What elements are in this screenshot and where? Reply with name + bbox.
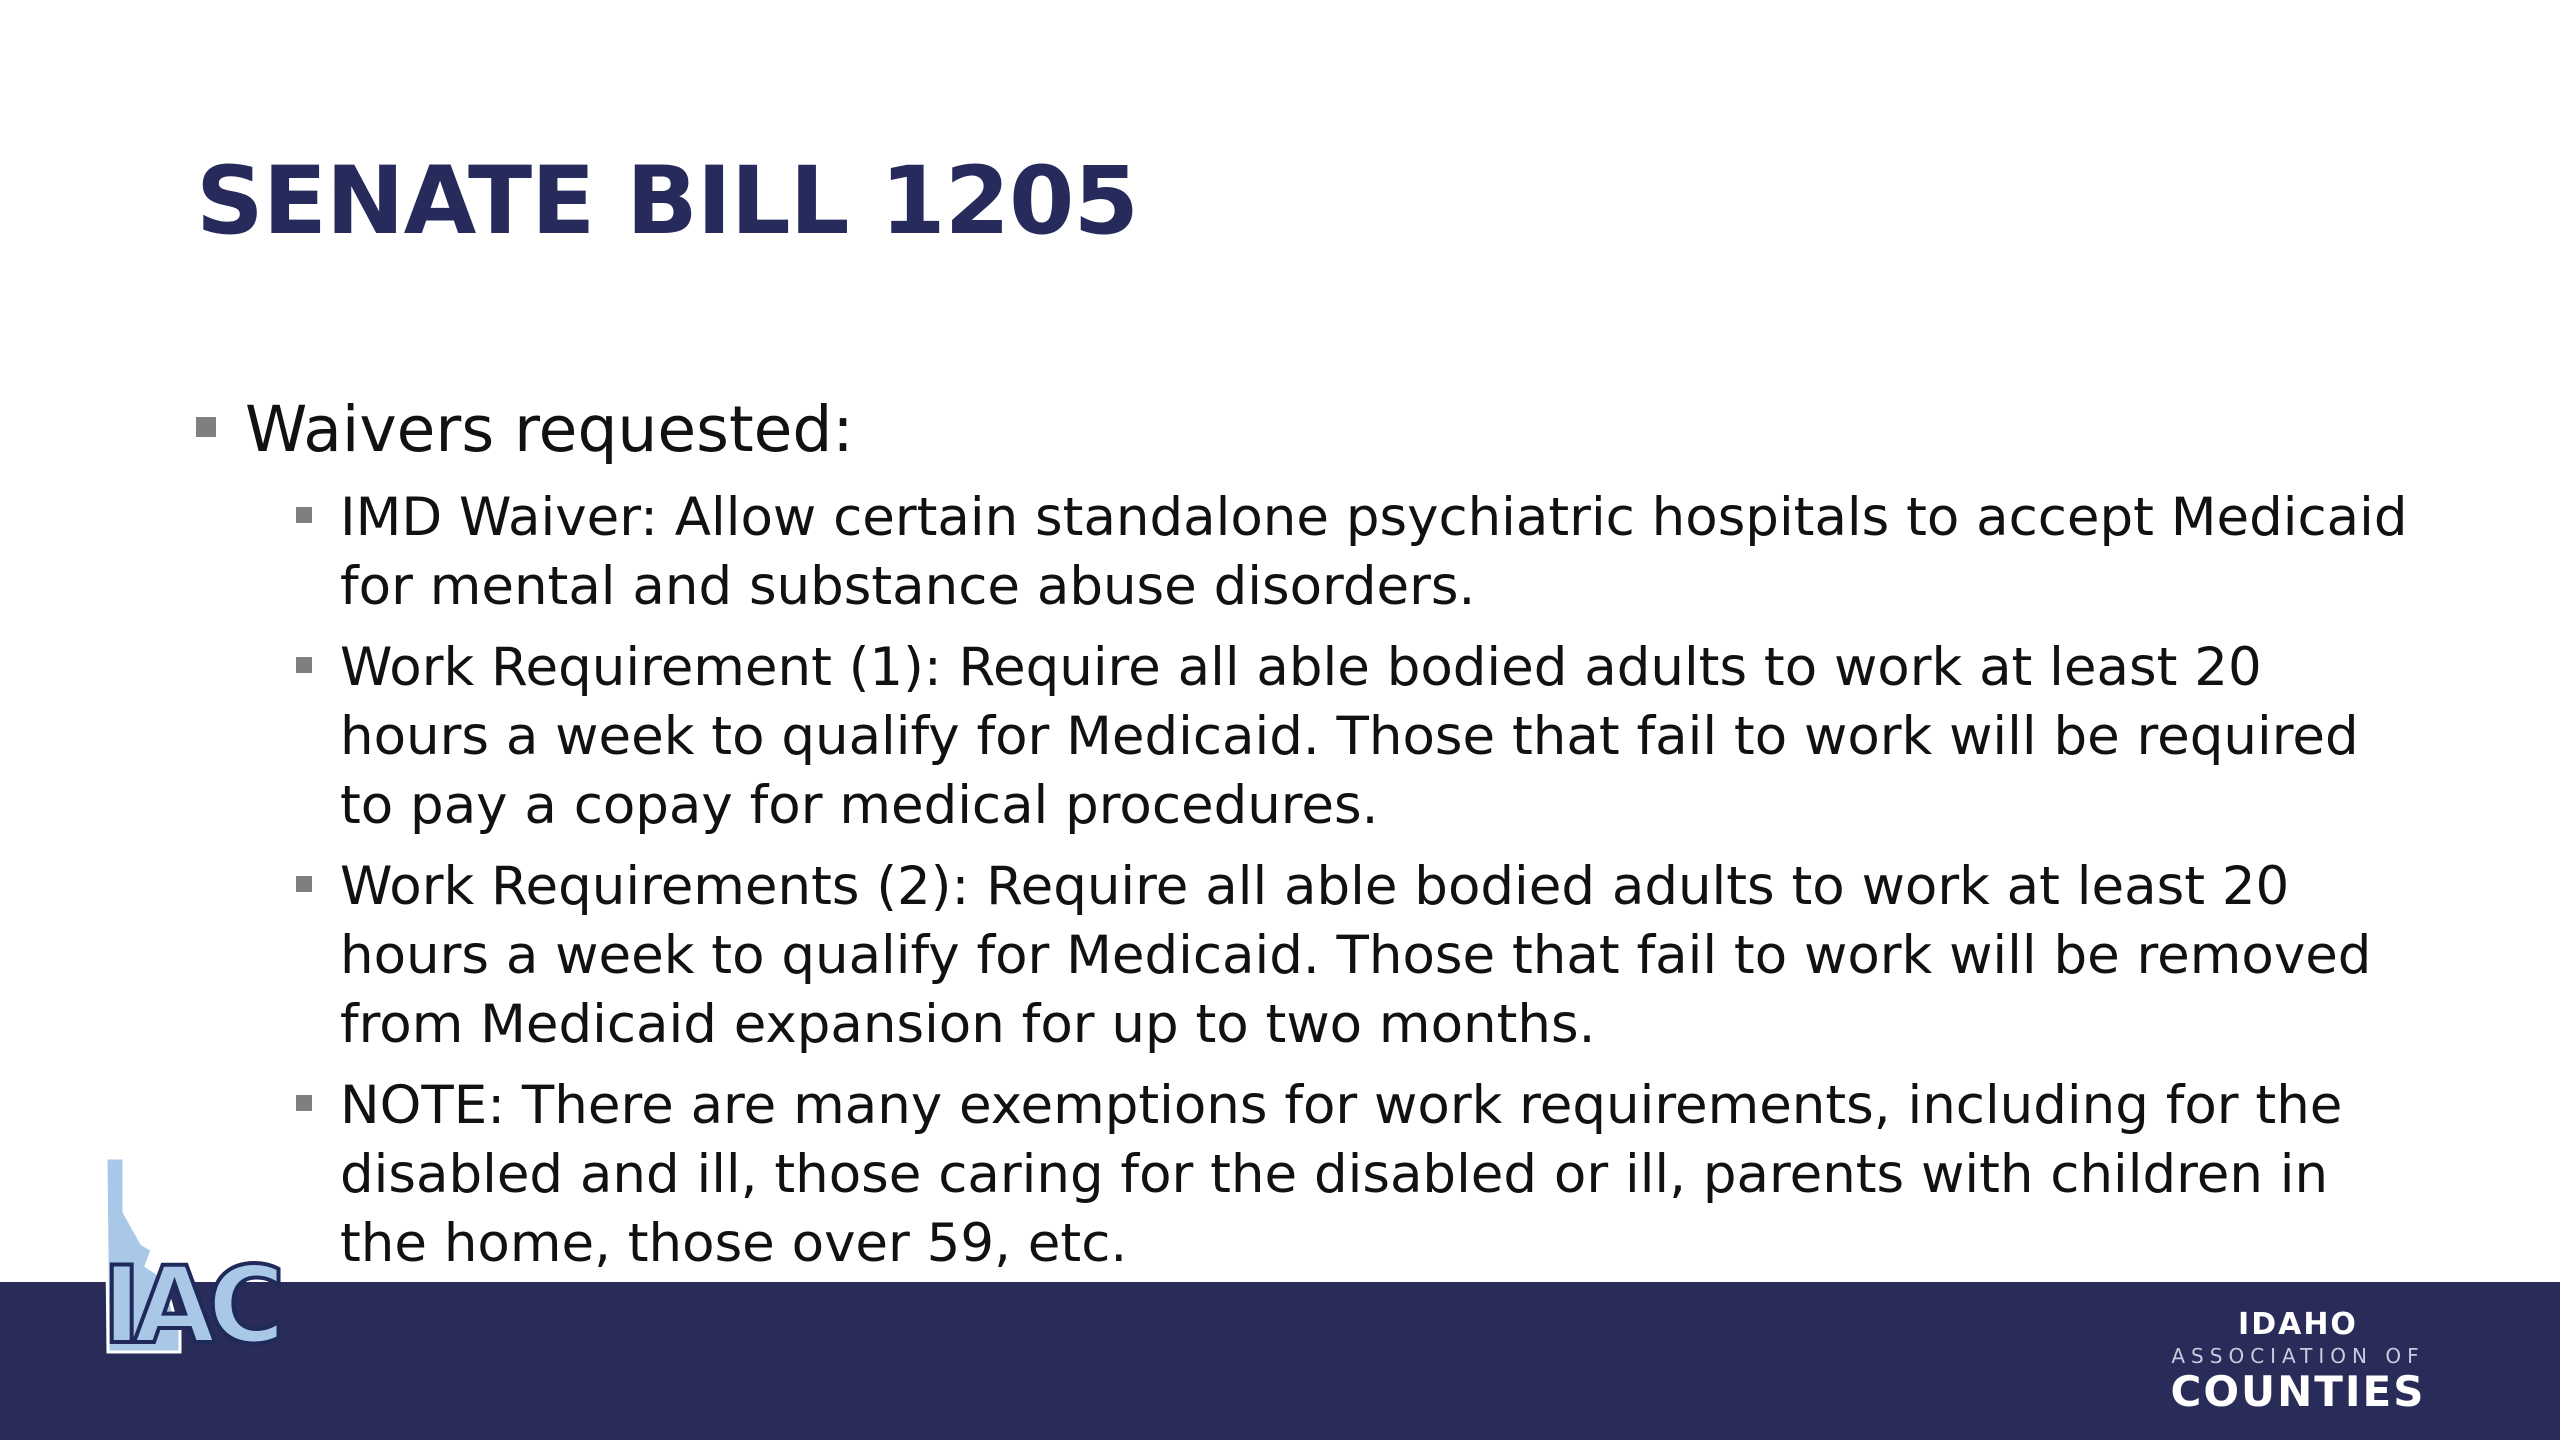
bullet-level1 — [196, 385, 2376, 475]
slide-title: SENATE BILL 1205 — [196, 147, 1138, 256]
sub-bullet-list — [196, 483, 2408, 1278]
slide-content — [196, 385, 2408, 1290]
sub-bullet-work-requirement-1 — [196, 633, 2416, 840]
square-bullet-icon — [296, 1095, 312, 1111]
iac-logo-letters: IAC — [102, 1244, 278, 1367]
sub-bullet-imd-waiver — [196, 483, 2416, 621]
square-bullet-icon — [296, 657, 312, 673]
square-bullet-icon — [196, 417, 216, 437]
sub-bullet-text: NOTE: There are many exemptions for work requirements, including for the disabled and ill, those caring for the disabled or ill, parents with children in the home, those over 59, etc. — [340, 1075, 2343, 1274]
sub-bullet-text: Work Requirement (1): Require all able bodied adults to work at least 20 hours a week to qualify for Medicaid. Those that fail to work will be required to pay a copay for medical procedures. — [340, 637, 2359, 836]
sub-bullet-text: Work Requirements (2): Require all able bodied adults to work at least 20 hours a week to qualify for Medicaid. Those that fail to work will be removed from Medicaid expansion for up to two months. — [340, 856, 2372, 1055]
square-bullet-icon — [296, 507, 312, 523]
logo-line-association: ASSOCIATION OF — [2171, 1344, 2425, 1368]
sub-bullet-text: IMD Waiver: Allow certain standalone psychiatric hospitals to accept Medicaid for mental and substance abuse disorders. — [340, 487, 2408, 617]
logo-line-idaho: IDAHO — [2238, 1307, 2358, 1342]
bullet-text: Waivers requested: — [245, 393, 854, 466]
logo-line-counties: COUNTIES — [2170, 1367, 2426, 1416]
square-bullet-icon — [296, 876, 312, 892]
sub-bullet-work-requirements-2 — [196, 852, 2416, 1059]
idaho-association-of-counties-logo — [2168, 1307, 2428, 1417]
iac-logo-icon — [100, 1152, 330, 1374]
sub-bullet-note — [196, 1071, 2416, 1278]
